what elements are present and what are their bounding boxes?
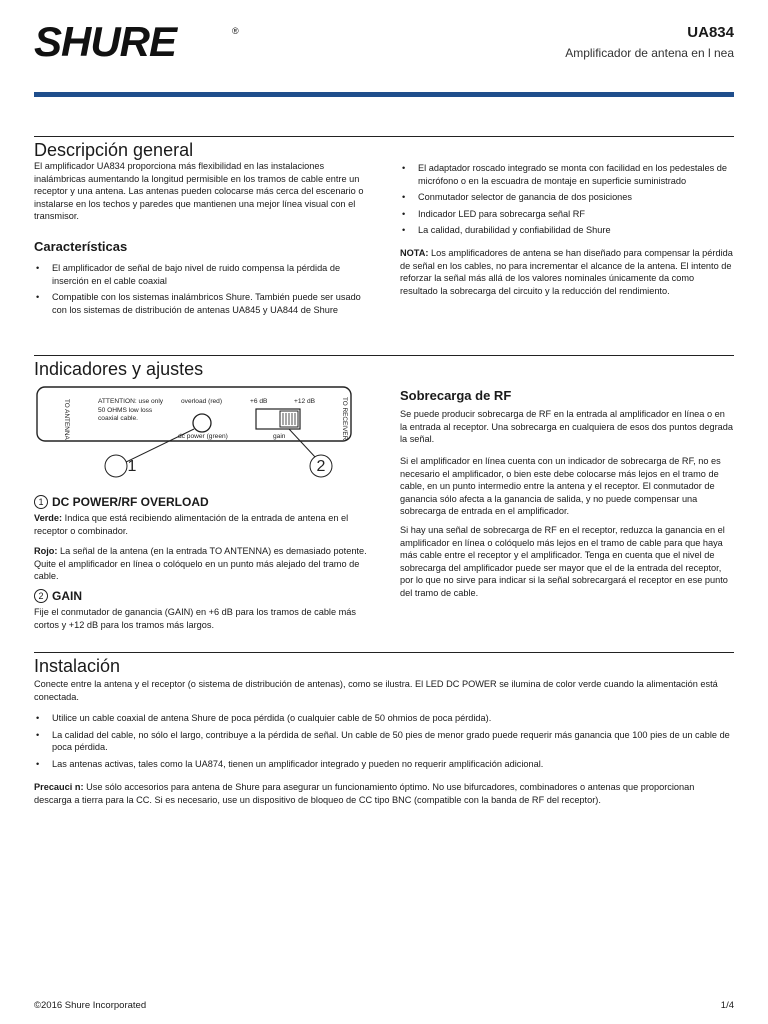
rf-title: Sobrecarga de RF	[400, 388, 512, 403]
gain-text: Fije el conmutador de ganancia (GAIN) en +6 dB para los tramos de cable más cortos y +12 dB para los tramos más largos.	[34, 607, 356, 630]
section-rule	[34, 652, 734, 653]
label-gain: gain	[273, 433, 286, 440]
callout-number-1: 1	[127, 458, 137, 475]
footer-copyright: ©2016 Shure Incorporated	[34, 1000, 147, 1011]
list-item: • Indicador LED para sobrecarga señal RF	[400, 208, 734, 221]
verde-text: Indica que está recibiendo alimentación de la entrada de antena en el receptor o combinador.	[34, 513, 349, 536]
gain-heading	[34, 589, 82, 603]
led-indicator	[193, 414, 211, 432]
list-item: • Compatible con los sistemas inalámbricos Shure. También puede ser usado con los sistemas de distribución de antenas UA845 y UA844 de Shure	[34, 291, 368, 316]
nota-label: NOTA:	[400, 248, 429, 258]
section-rule	[34, 136, 734, 137]
rojo-label: Rojo:	[34, 546, 58, 556]
gain-title: GAIN	[52, 589, 82, 603]
list-item: • Utilice un cable coaxial de antena Shure de poca pérdida (o cualquier cable de 50 ohmios de poca pérdida).	[34, 712, 734, 725]
section-title-instalacion: Instalación	[34, 656, 121, 676]
instalacion-list	[34, 712, 734, 774]
rf-paragraph-3: Si hay una señal de sobrecarga de RF en el receptor, reduzca la ganancia en el amplificador en línea o colóquelo más lejos en el tramo de cable para que haya más cable entre el receptor y el amplificador. Tenga en cuenta que el nivel de sobrecarga del amplificador puede ser mayor que el de la entrada del receptor, por lo que no sirve para indicar si la señal sobrecargará el receptor en ese punto del tramo de cable.	[400, 525, 728, 598]
number-badge: 1	[34, 495, 48, 509]
verde-paragraph	[34, 512, 368, 537]
label-dc-power: dc power (green)	[178, 433, 228, 440]
dc-power-title: DC POWER/RF OVERLOAD	[52, 495, 209, 509]
label-to-antenna: TO ANTENNA	[63, 399, 70, 440]
callout-number-2: 2	[316, 458, 326, 475]
nota-text: Los amplificadores de antena se han diseñado para compensar la pérdida de señal en los cables, no para incrementar el alcance de la antena. El intento de reforzar la señal más allá de los valores nominales únicamente da como resultado la sobrecarga del circuito y la reducción del rendimiento.	[400, 248, 733, 296]
product-subtitle: Amplificador de antena en l nea	[565, 46, 734, 60]
footer-page-number: 1/4	[720, 1000, 734, 1011]
list-item: • Conmutador selector de ganancia de dos posiciones	[400, 191, 734, 204]
descripcion-intro: El amplificador UA834 proporciona más flexibilidad en las instalaciones inalámbricas aumentando la longitud permisible en los tramos de cable entre un receptor y una antena. Las antenas pueden colocarse más cerca del escenario o instalarse en los techos y paredes que mantienen una mejor línea visual con el transmisor.	[34, 161, 364, 222]
section-title-descripcion: Descripción general	[34, 140, 194, 160]
label-to-receiver: TO RECEIVER	[341, 397, 348, 441]
rojo-paragraph	[34, 545, 368, 583]
model-number: UA834	[687, 24, 734, 41]
caution-text: Use sólo accesorios para antena de Shure para asegurar un funcionamiento óptimo. No use bifurcadores, combinadores o antenas que proporcionan descarga a tierra para la CC. Si es necesario, use un dispositivo de bloqueo de CC tipo BNC (compatible con la banda de RF del receptor).	[34, 782, 695, 805]
section-title-indicadores: Indicadores y ajustes	[34, 359, 204, 379]
features-list-left	[34, 262, 368, 320]
list-item: • La calidad del cable, no sólo el largo, contribuye a la pérdida de señal. Un cable de 50 pies de menor grado puede requerir más ganancia que 100 pies de un cable de poca pérdida.	[34, 729, 734, 754]
list-item: • El adaptador roscado integrado se monta con facilidad en los pedestales de micrófono o en la escuadra de montaje en superficie suministrado	[400, 162, 734, 187]
label-plus6: +6 dB	[250, 398, 268, 405]
rf-paragraph-2: Si el amplificador en línea cuenta con un indicador de sobrecarga de RF, no es necesario el amplificador, o bien este debe colocarse más lejos en el tramo de cable, en un punto intermedio entre la antena y el receptor. El conmutador de ganancia sólo afecta a la ganancia de salida, y no puede compensar una sobrecarga de entrada en el amplificador.	[400, 456, 721, 517]
caution-paragraph	[34, 781, 734, 806]
label-attention: ATTENTION: use only 50 OHMS low loss coaxial cable.	[98, 398, 164, 423]
list-item: • El amplificador de señal de bajo nivel de ruido compensa la pérdida de inserción en el cable coaxial	[34, 262, 368, 287]
label-plus12: +12 dB	[294, 398, 316, 405]
features-title: Características	[34, 239, 128, 254]
rojo-text: La señal de la antena (en la entrada TO ANTENNA) es demasiado potente. Quite el amplificador en línea o colóquelo en un punto más alejado del tramo de cable.	[34, 546, 367, 582]
nota-paragraph	[400, 247, 734, 297]
list-item: • Las antenas activas, tales como la UA874, tienen un amplificador integrado y pueden no requerir amplificación adicional.	[34, 758, 734, 771]
section-rule	[34, 355, 734, 356]
list-item: • La calidad, durabilidad y confiabilidad de Shure	[400, 224, 734, 237]
features-list-right	[400, 162, 734, 241]
dc-power-heading	[34, 495, 209, 509]
rf-paragraph-1: Se puede producir sobrecarga de RF en la entrada al amplificador en línea o en la entrada al receptor. Una sobrecarga en cualquiera de esos dos puntos degrada la señal.	[400, 409, 734, 445]
shure-logo	[34, 22, 244, 62]
svg-text:®: ®	[232, 26, 239, 36]
svg-text:SHURE: SHURE	[34, 22, 177, 62]
header-divider	[34, 92, 734, 97]
caution-label: Precauci n:	[34, 782, 84, 792]
verde-label: Verde:	[34, 513, 63, 523]
label-overload: overload (red)	[181, 398, 223, 405]
number-badge: 2	[34, 589, 48, 603]
instalacion-intro: Conecte entre la antena y el receptor (o sistema de distribución de antenas), como se ilustra. El LED DC POWER se ilumina de color verde cuando la alimentación está conectada.	[34, 679, 718, 702]
